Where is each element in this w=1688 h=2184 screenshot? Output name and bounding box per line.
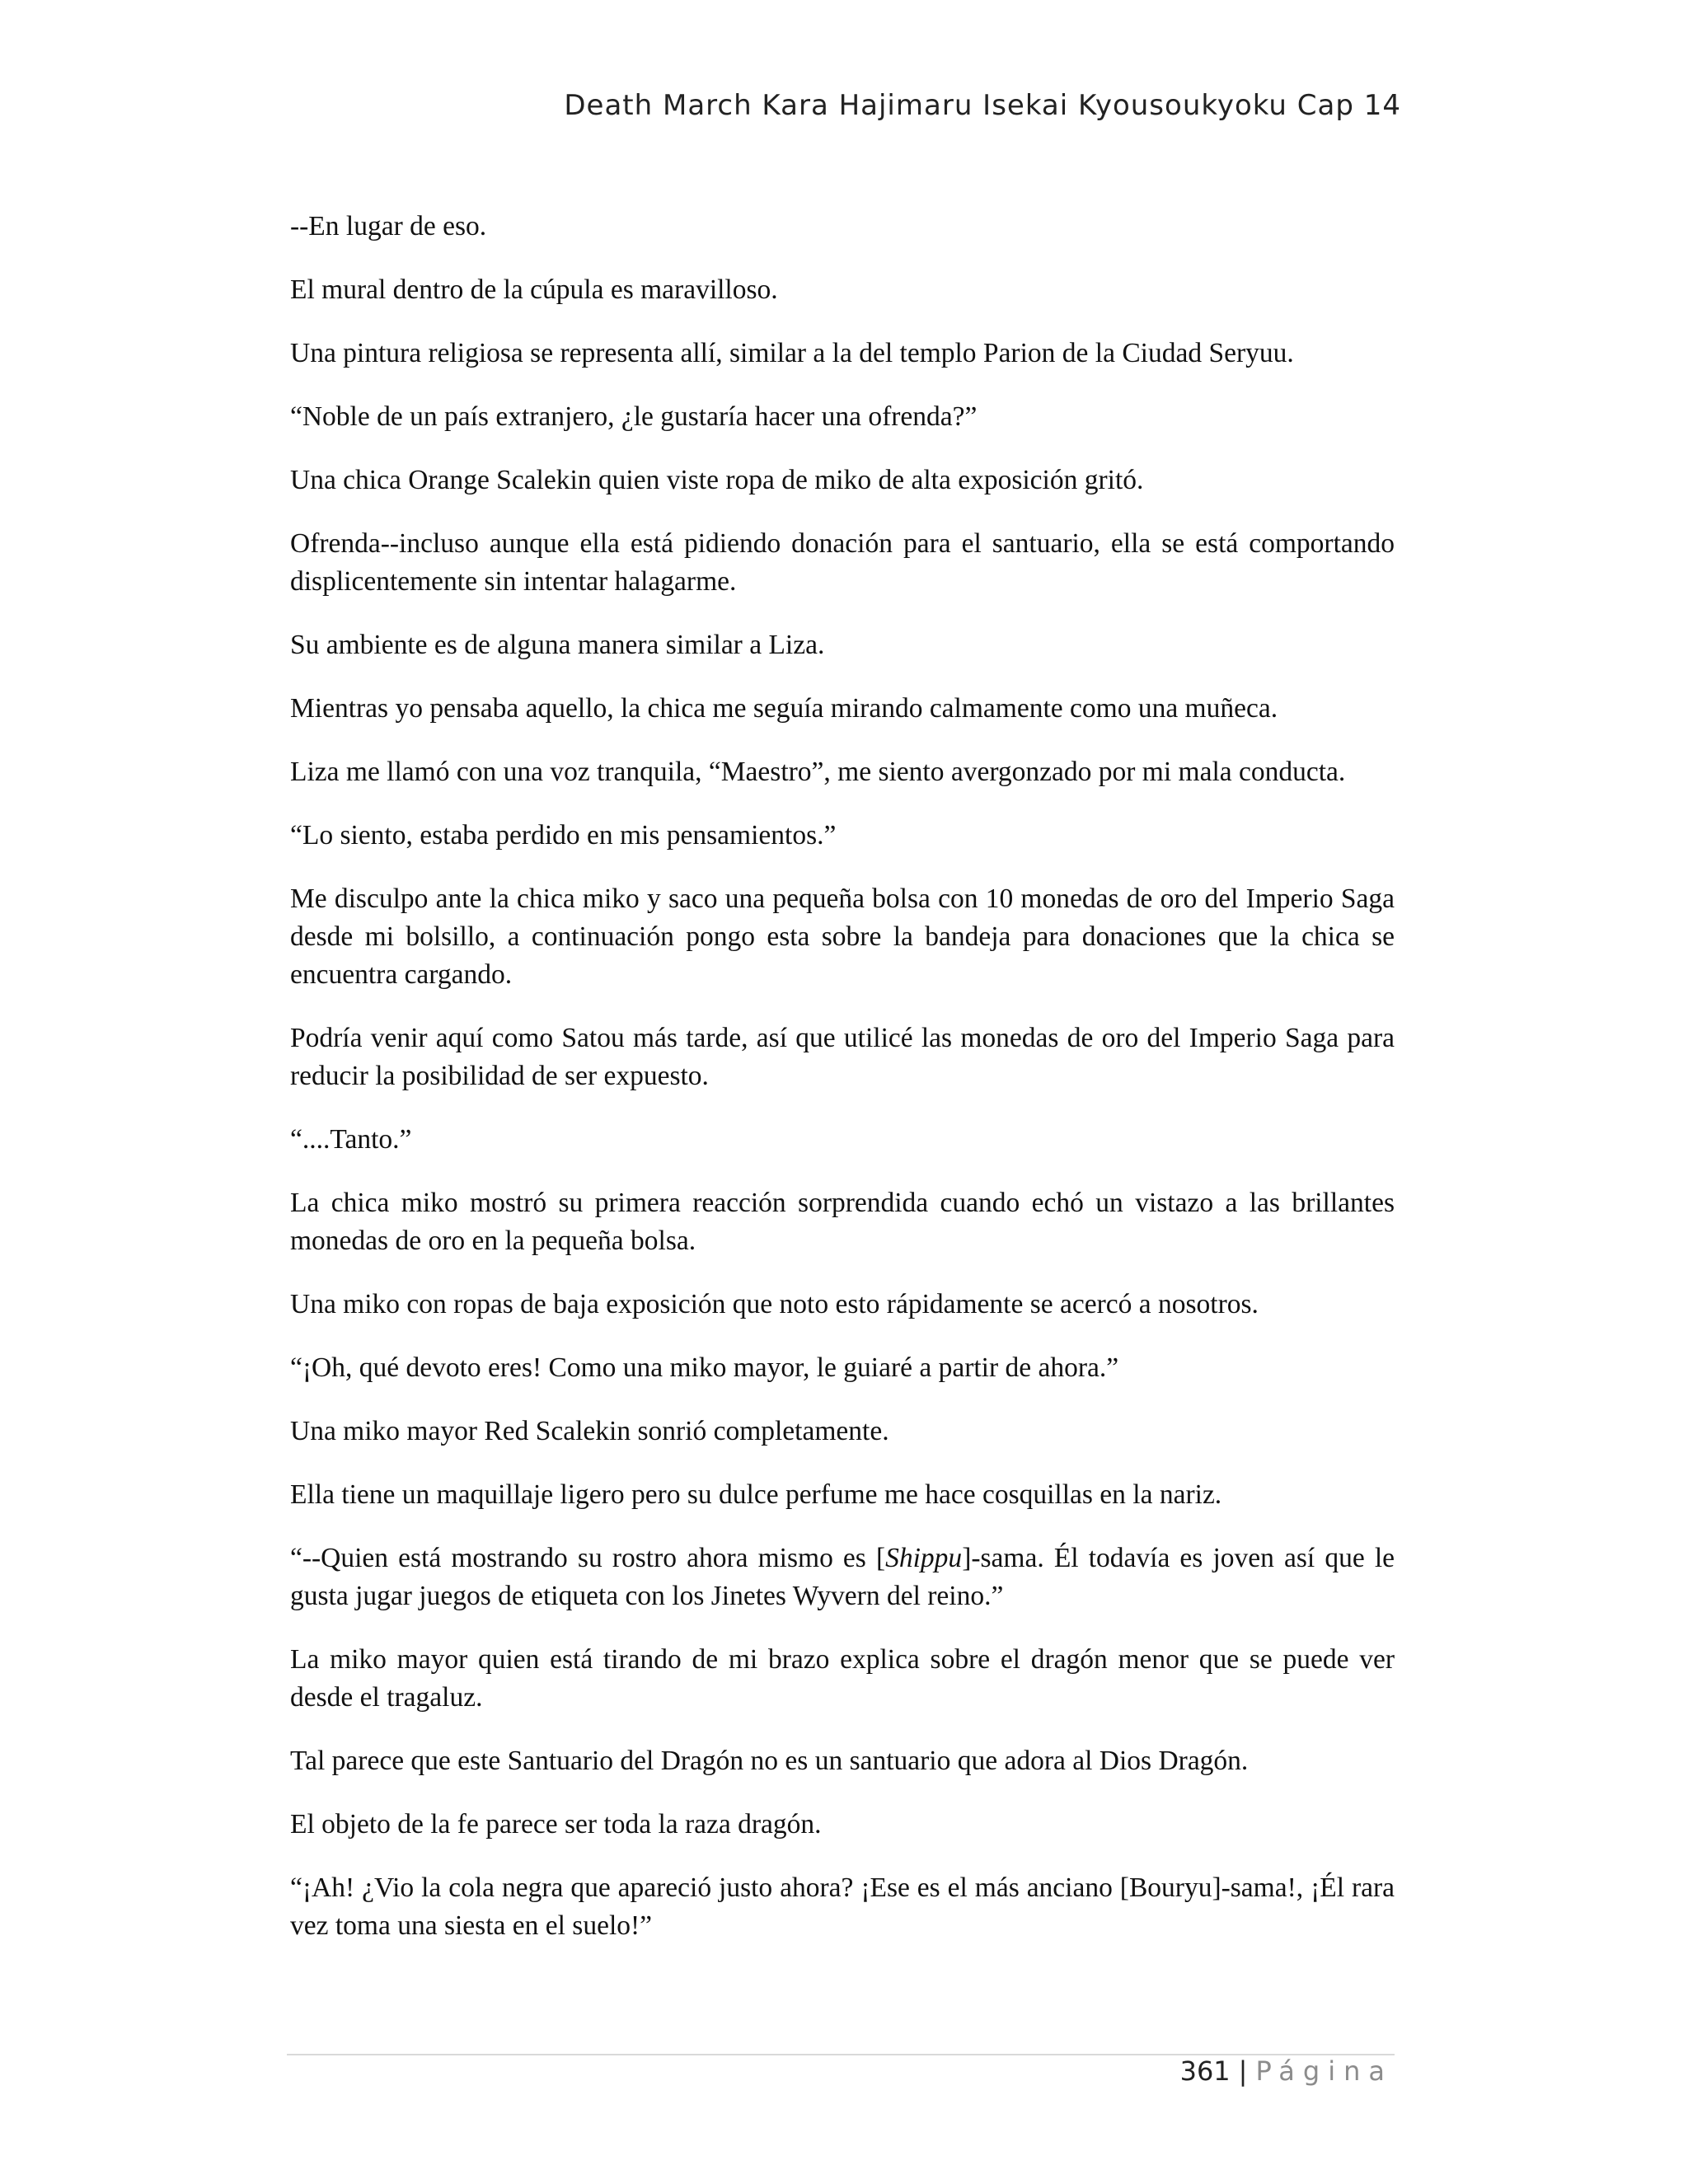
paragraph: Tal parece que este Santuario del Dragón no es un santuario que adora al Dios Dragón.	[290, 1746, 1249, 1776]
page-footer	[1180, 2055, 1393, 2087]
paragraph: “Lo siento, estaba perdido en mis pensamientos.”	[290, 820, 837, 851]
paragraph: “¡Oh, qué devoto eres! Como una miko mayor, le guiaré a partir de ahora.”	[290, 1352, 1119, 1383]
paragraph: Una miko mayor Red Scalekin sonrió completamente.	[290, 1416, 889, 1446]
paragraph: “....Tanto.”	[290, 1124, 412, 1155]
paragraph: Su ambiente es de alguna manera similar a Liza.	[290, 630, 825, 660]
footer-separator: |	[1238, 2055, 1248, 2087]
paragraph: El objeto de la fe parece ser toda la raza dragón.	[290, 1809, 822, 1840]
paragraph: “¡Ah! ¿Vio la cola negra que apareció justo ahora? ¡Ese es el más anciano [Bouryu]-sama!, ¡Él rara vez toma una siesta en el suelo!”	[290, 1872, 1395, 1941]
page-body	[290, 208, 1395, 1971]
paragraph: La miko mayor quien está tirando de mi brazo explica sobre el dragón menor que se puede ver desde el tragaluz.	[290, 1644, 1395, 1713]
paragraph: Podría venir aquí como Satou más tarde, así que utilicé las monedas de oro del Imperio Saga para reducir la posibilidad de ser expuesto.	[290, 1023, 1395, 1091]
paragraph-shippu	[290, 1540, 1395, 1615]
italic-name: Shippu	[885, 1543, 963, 1573]
page-word: Página	[1255, 2055, 1393, 2087]
paragraph: “Noble de un país extranjero, ¿le gustaría hacer una ofrenda?”	[290, 401, 978, 432]
page-number: 361	[1179, 2055, 1231, 2087]
paragraph: Mientras yo pensaba aquello, la chica me seguía mirando calmamente como una muñeca.	[290, 693, 1278, 724]
paragraph-text: ]-sama. Él todavía es joven así que le gusta jugar juegos de etiqueta con los Jinetes Wyvern del reino.”	[290, 1543, 1395, 1611]
paragraph-text: “--Quien está mostrando su rostro ahora mismo es [	[290, 1543, 886, 1573]
paragraph: Una miko con ropas de baja exposición que noto esto rápidamente se acercó a nosotros.	[290, 1289, 1259, 1319]
paragraph: El mural dentro de la cúpula es maravilloso.	[290, 274, 778, 305]
paragraph: Me disculpo ante la chica miko y saco una pequeña bolsa con 10 monedas de oro del Imperio Saga desde mi bolsillo, a continuación pongo esta sobre la bandeja para donaciones que la chica se encuentra cargando.	[290, 883, 1395, 990]
paragraph: Ella tiene un maquillaje ligero pero su dulce perfume me hace cosquillas en la nariz.	[290, 1479, 1222, 1510]
paragraph: La chica miko mostró su primera reacción sorprendida cuando echó un vistazo a las brillantes monedas de oro en la pequeña bolsa.	[290, 1188, 1395, 1256]
paragraph: Una chica Orange Scalekin quien viste ropa de miko de alta exposición gritó.	[290, 465, 1144, 495]
running-header: Death March Kara Hajimaru Isekai Kyousoukyoku Cap 14	[564, 89, 1401, 122]
paragraph: Liza me llamó con una voz tranquila, “Maestro”, me siento avergonzado por mi mala conducta.	[290, 757, 1346, 787]
paragraph: Una pintura religiosa se representa allí, similar a la del templo Parion de la Ciudad Seryuu.	[290, 338, 1294, 368]
paragraph: --En lugar de eso.	[290, 211, 487, 241]
paragraph: Ofrenda--incluso aunque ella está pidiendo donación para el santuario, ella se está comportando displicentemente sin intentar halagarme.	[290, 528, 1395, 597]
